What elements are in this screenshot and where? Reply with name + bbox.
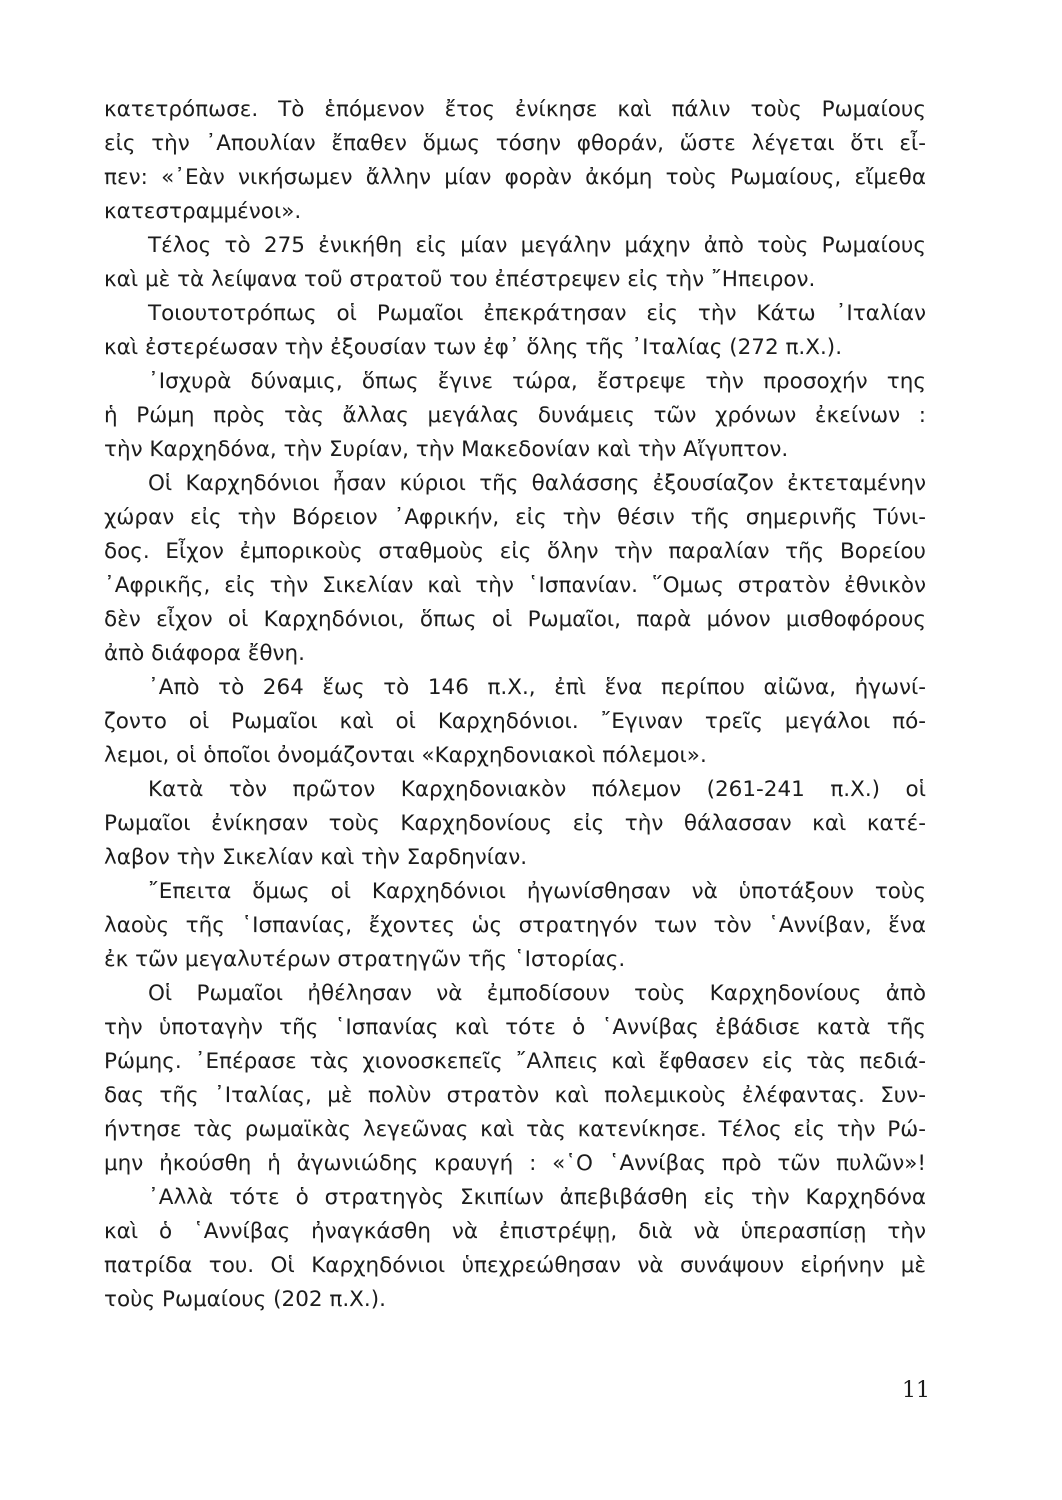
text-line: Ρώμης. ᾿Επέρασε τὰς χιονοσκεπεῖς ῎Αλπεις καὶ ἔφθασεν εἰς τὰς πεδιά- — [104, 1049, 926, 1074]
text-line: κατετρόπωσε. Τὸ ἑπόμενον ἔτος ἐνίκησε καὶ πάλιν τοὺς Ρωμαίους — [104, 97, 926, 122]
text-line: ᾿Ισχυρὰ δύναμις, ὅπως ἔγινε τώρα, ἔστρεψε τὴν προσοχήν της — [148, 369, 926, 394]
text-line: Οἱ Καρχηδόνιοι ἦσαν κύριοι τῆς θαλάσσης ἐξουσίαζον ἐκτεταμένην — [148, 471, 926, 496]
text-line: τοὺς Ρωμαίους (202 π.Χ.). — [104, 1287, 386, 1312]
text-line: λαβον τὴν Σικελίαν καὶ τὴν Σαρδηνίαν. — [104, 845, 528, 870]
text-line: τὴν Καρχηδόνα, τὴν Συρίαν, τὴν Μακεδονίαν καὶ τὴν Αἴγυπτον. — [104, 437, 789, 462]
text-line: μην ἠκούσθη ἡ ἀγωνιώδης κραυγή : «῾Ο ῾Αννίβας πρὸ τῶν πυλῶν»! — [104, 1151, 926, 1176]
text-line: ζοντο οἱ Ρωμαῖοι καὶ οἱ Καρχηδόνιοι. ῎Εγιναν τρεῖς μεγάλοι πό- — [104, 709, 926, 734]
text-line: δας τῆς ᾿Ιταλίας, μὲ πολὺν στρατὸν καὶ πολεμικοὺς ἐλέφαντας. Συν- — [104, 1083, 926, 1108]
text-line: ᾿Απὸ τὸ 264 ἕως τὸ 146 π.Χ., ἐπὶ ἕνα περίπου αἰῶνα, ἠγωνί- — [148, 675, 926, 700]
text-line: Ρωμαῖοι ἐνίκησαν τοὺς Καρχηδονίους εἰς τὴν θάλασσαν καὶ κατέ- — [104, 811, 926, 836]
text-line: δος. Εἶχον ἐμπορικοὺς σταθμοὺς εἰς ὅλην τὴν παραλίαν τῆς Βορείου — [104, 539, 926, 564]
text-line: λαοὺς τῆς ῾Ισπανίας, ἔχοντες ὡς στρατηγόν των τὸν ῾Αννίβαν, ἕνα — [104, 913, 926, 938]
text-line: ᾿Αφρικῆς, εἰς τὴν Σικελίαν καὶ τὴν ῾Ισπανίαν. ῞Ομως στρατὸν ἐθνικὸν — [104, 573, 926, 598]
text-line: Τοιουτοτρόπως οἱ Ρωμαῖοι ἐπεκράτησαν εἰς τὴν Κάτω ᾿Ιταλίαν — [148, 301, 926, 326]
text-line: λεμοι, οἱ ὁποῖοι ὀνομάζονται «Καρχηδονιακοὶ πόλεμοι». — [104, 743, 707, 768]
text-line: τὴν ὑποταγὴν τῆς ῾Ισπανίας καὶ τότε ὁ ῾Αννίβας ἐβάδισε κατὰ τῆς — [104, 1015, 926, 1040]
text-line: ἀπὸ διάφορα ἔθνη. — [104, 641, 305, 666]
text-line: Τέλος τὸ 275 ἐνικήθη εἰς μίαν μεγάλην μάχην ἀπὸ τοὺς Ρωμαίους — [148, 233, 926, 258]
text-line: καὶ μὲ τὰ λείψανα τοῦ στρατοῦ του ἐπέστρεψεν εἰς τὴν ῎Ηπειρον. — [104, 267, 816, 292]
text-line: Οἱ Ρωμαῖοι ἠθέλησαν νὰ ἐμποδίσουν τοὺς Καρχηδονίους ἀπὸ — [148, 981, 926, 1006]
text-line: ῎Επειτα ὅμως οἱ Καρχηδόνιοι ἠγωνίσθησαν νὰ ὑποτάξουν τοὺς — [148, 879, 926, 904]
text-line: καὶ ὁ ῾Αννίβας ἠναγκάσθη νὰ ἐπιστρέψῃ, διὰ νὰ ὑπερασπίσῃ τὴν — [104, 1219, 926, 1244]
text-line: καὶ ἐστερέωσαν τὴν ἐξουσίαν των ἐφ᾿ ὅλης τῆς ᾿Ιταλίας (272 π.Χ.). — [104, 335, 843, 360]
text-line: κατεστραμμένοι». — [104, 199, 302, 224]
text-line: πεν: «᾿Εὰν νικήσωμεν ἄλλην μίαν φορὰν ἀκόμη τοὺς Ρωμαίους, εἴμεθα — [104, 165, 926, 190]
page-number: 11 — [902, 1378, 930, 1403]
text-line: χώραν εἰς τὴν Βόρειον ᾿Αφρικήν, εἰς τὴν θέσιν τῆς σημερινῆς Τύνι- — [104, 505, 926, 530]
text-line: δὲν εἶχον οἱ Καρχηδόνιοι, ὅπως οἱ Ρωμαῖοι, παρὰ μόνον μισθοφόρους — [104, 607, 926, 632]
text-line: πατρίδα του. Οἱ Καρχηδόνιοι ὑπεχρεώθησαν νὰ συνάψουν εἰρήνην μὲ — [104, 1253, 926, 1278]
text-line: ἡ Ρώμη πρὸς τὰς ἄλλας μεγάλας δυνάμεις τῶν χρόνων ἐκείνων : — [104, 403, 926, 428]
text-line: ήντησε τὰς ρωμαϊκὰς λεγεῶνας καὶ τὰς κατενίκησε. Τέλος εἰς τὴν Ρώ- — [104, 1117, 926, 1142]
text-line: ᾿Αλλὰ τότε ὁ στρατηγὸς Σκιπίων ἀπεβιβάσθη εἰς τὴν Καρχηδόνα — [148, 1185, 926, 1210]
body-text — [104, 93, 926, 1317]
text-line: ἐκ τῶν μεγαλυτέρων στρατηγῶν τῆς ῾Ιστορίας. — [104, 947, 626, 972]
text-line: Κατὰ τὸν πρῶτον Καρχηδονιακὸν πόλεμον (261-241 π.Χ.) οἱ — [148, 777, 926, 802]
text-line: εἰς τὴν ᾿Απουλίαν ἔπαθεν ὅμως τόσην φθοράν, ὥστε λέγεται ὅτι εἶ- — [104, 131, 926, 156]
